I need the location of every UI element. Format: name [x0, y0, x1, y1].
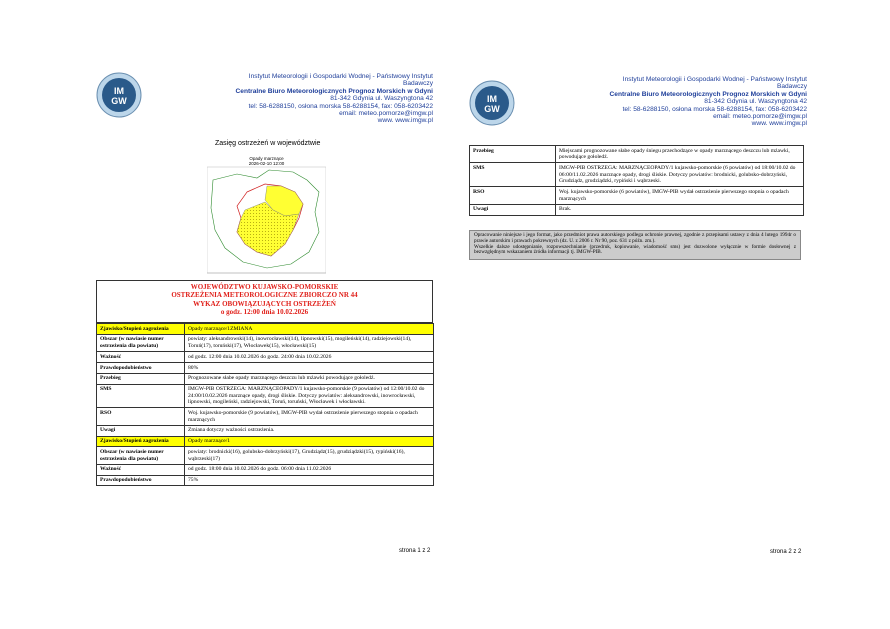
svg-text:IM: IM — [114, 86, 124, 96]
svg-text:IM: IM — [487, 94, 497, 104]
institute-header: Instytut Meteorologii i Gospodarki Wodnej - Państwowy Instytut Badawczy Centralne Biuro Meteorologicznych Prognoz Morskich w Gdyni 81-342 Gdynia ul. Waszyngtona 42 tel: 58-6288150, osłona morska 58-6288154, fax: 058-6203422 email: meteo.pomorze@imgw.pl www. www.imgw.pl — [609, 76, 807, 128]
row-value: Brak. — [556, 204, 804, 215]
table-row — [97, 436, 434, 447]
row-key: Prawdopodobieństwo — [97, 475, 185, 486]
row-key: RSO — [97, 408, 185, 425]
row-key: Zjawisko/Stopień zagrożenia — [97, 436, 185, 447]
row-value: od godz. 12:00 dnia 10.02.2026 do godz. 24:00 dnia 10.02.2026 — [185, 352, 434, 363]
table-row — [97, 352, 434, 363]
row-key: Uwagi — [470, 204, 556, 215]
row-value: 75% — [185, 475, 434, 486]
row-key: Zjawisko/Stopień zagrożenia — [97, 324, 185, 335]
warnings-table-page-2 — [469, 145, 804, 216]
warnings-title-block: WOJEWÓDZTWO KUJAWSKO-POMORSKIE OSTRZEŻENIA METEOROLOGICZNE ZBIORCZO NR 44 WYKAZ OBOWIĄZUJĄCYCH OSTRZEŻEŃ o godz. 12:00 dnia 10.02.2026 — [96, 280, 433, 323]
row-key: Ważność — [97, 464, 185, 475]
row-key: Przebieg — [97, 373, 185, 384]
svg-text:GW: GW — [484, 104, 500, 114]
page-number: strona 2 z 2 — [770, 549, 802, 555]
row-key: Uwagi — [97, 425, 185, 436]
table-row — [470, 204, 804, 215]
institute-header: Instytut Meteorologii i Gospodarki Wodnej - Państwowy Instytut Badawczy Centralne Biuro Meteorologicznych Prognoz Morskich w Gdyni 81-342 Gdynia ul. Waszyngtona 42 tel: 58-6288150, osłona morska 58-6288154, fax: 058-6203422 email: meteo.pomorze@imgw.pl www. www.imgw.pl — [235, 73, 433, 125]
row-value: Miejscami prognozowane słabe opady śniegu przechodzące w opady marznącego deszczu lub mżawki, powodujące gołoledź. — [556, 146, 804, 163]
table-row — [470, 163, 804, 187]
row-value: powiaty: brodnicki(16), golubsko-dobrzyński(17), Grudziądz(15), grudziądzki(15), rypiński(16), wąbrzeski(17) — [185, 447, 434, 464]
map-date: 2026-02-10 12:00 — [248, 161, 285, 166]
table-row — [97, 362, 434, 373]
svg-text:GW: GW — [111, 96, 127, 106]
row-value: IMGW-PIB OSTRZEGA: MARZNĄCEOPADY/1 kujawsko-pomorskie (9 powiatów) od 12:00/10.02 do 24:00/10.02.2026 marznące opady, drogi śliskie. Dotyczy powiatów: aleksandrowski, inowrocławski, lipnowski, mogileński, radziejowski, Toruń, toruński, Włocławek i włocławski. — [185, 384, 434, 408]
row-key: SMS — [470, 163, 556, 187]
imgw-logo — [469, 80, 515, 126]
row-key: Ważność — [97, 352, 185, 363]
map-section-title: Zasięg ostrzeżeń w województwie — [215, 140, 321, 147]
copyright-note: Opracowanie niniejsze i jego format, jako przedmiot prawa autorskiego podlega ochronie prawnej, zgodnie z przepisami ustawy z dnia 4 lutego 1994r o prawie autorskim i prawach pokrewnych (dz. U. z 2006 r. Nr 90, poz. 631 z późn. zm.). Wszelkie dalsze udostępnianie, rozpowszechnianie (przedruk, kopiowanie, wiadomość sms) jest dozwolone wyłącznie w formie dosłownej z bezwzględnym wskazaniem źródła informacji tj. IMGW-PIB. — [469, 230, 801, 260]
table-row — [97, 408, 434, 425]
table-row — [470, 146, 804, 163]
row-key: Przebieg — [470, 146, 556, 163]
row-value: Zmiana dotyczy ważności ostrzeżenia. — [185, 425, 434, 436]
row-value: 80% — [185, 362, 434, 373]
table-row — [97, 384, 434, 408]
warning-map — [207, 152, 326, 278]
row-key: Obszar (w nawiasie numer ostrzeżenia dla powiatu) — [97, 334, 185, 351]
row-value: Opady marznące/1 — [185, 436, 434, 447]
row-value: Opady marznące/1ZMIANA — [185, 324, 434, 335]
row-key: SMS — [97, 384, 185, 408]
table-row — [97, 425, 434, 436]
page-number: strona 1 z 2 — [399, 548, 431, 554]
table-row — [97, 475, 434, 486]
row-value: IMGW-PIB OSTRZEGA: MARZNĄCEOPADY/1 kujawsko-pomorskie (6 powiatów) od 18:00/10.02 do 06:00/11.02.2026 marznące opady, drogi śliskie. Dotyczy powiatów: brodnicki, golubsko-dobrzyński, Grudziądz, grudziądzki, rypiński i wąbrzeski. — [556, 163, 804, 187]
table-row — [97, 373, 434, 384]
table-row — [97, 324, 434, 335]
table-row — [470, 187, 804, 204]
row-value: Woj. kujawsko-pomorskie (6 powiatów), IMGW-PIB wydał ostrzeżenie pierwszego stopnia o opadach marznących — [556, 187, 804, 204]
row-value: Prognozowane słabe opady marznącego deszczu lub mżawki powodujące gołoledź. — [185, 373, 434, 384]
warnings-table-page-1 — [96, 323, 434, 486]
page-2 — [445, 0, 890, 629]
row-key: Obszar (w nawiasie numer ostrzeżenia dla powiatu) — [97, 447, 185, 464]
row-value: powiaty: aleksandrowski(14), inowrocławski(14), lipnowski(15), mogileński(14), radziejowski(14), Toruń(17), toruński(17), Włocławek(15), włocławski(15) — [185, 334, 434, 351]
row-key: Prawdopodobieństwo — [97, 362, 185, 373]
imgw-logo — [96, 72, 142, 118]
row-value: od godz. 18:00 dnia 10.02.2026 do godz. 06:00 dnia 11.02.2026 — [185, 464, 434, 475]
row-key: RSO — [470, 187, 556, 204]
row-value: Woj. kujawsko-pomorskie (9 powiatów), IMGW-PIB wydał ostrzeżenie pierwszego stopnia o opadach marznących — [185, 408, 434, 425]
table-row — [97, 447, 434, 464]
map-title: Opady marznące — [249, 156, 284, 161]
table-row — [97, 464, 434, 475]
table-row — [97, 334, 434, 351]
